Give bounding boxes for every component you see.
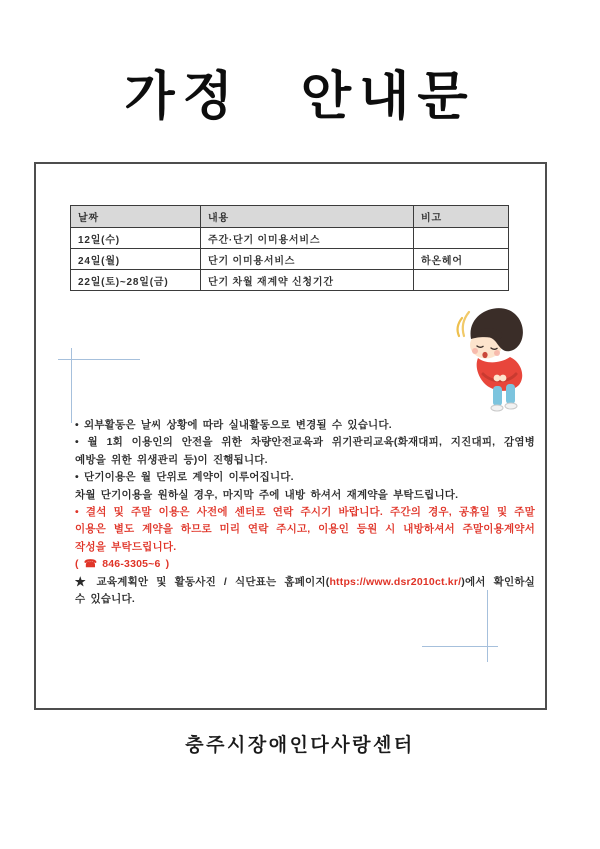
- boy-hand: [500, 375, 507, 382]
- notice-line: 예방을 위한 위생관리 등)이 진행됩니다.: [75, 453, 268, 466]
- boy-pants: [506, 384, 515, 404]
- boy-blush: [494, 350, 500, 356]
- table-row: [71, 228, 509, 249]
- boy-shoe: [491, 405, 503, 411]
- bowing-boy-illustration: [450, 298, 534, 416]
- page-title: 가정 안내문: [124, 68, 476, 126]
- table-row: [71, 270, 509, 291]
- notice-line: • 단기이용은 월 단위로 계약이 이루어집니다.: [75, 471, 294, 484]
- notice-line-highlight: 작성을 부탁드립니다.: [75, 540, 177, 553]
- notice-line: • 월 1회 이용인의 안전을 위한 차량안전교육과 위기관리교육(화재대피, 지진대피, 감염병: [75, 436, 535, 449]
- boy-shoe: [505, 403, 517, 409]
- boy-blush: [472, 348, 478, 354]
- cell-note: 하온헤어: [414, 249, 509, 270]
- cell-date: 24일(월): [71, 249, 201, 270]
- boy-body: [477, 357, 523, 391]
- boy-hand: [494, 375, 501, 382]
- footer-org-name: 충주시장애인다사랑센터: [185, 735, 415, 756]
- notice-line: • 외부활동은 날씨 상황에 따라 실내활동으로 변경될 수 있습니다.: [75, 419, 392, 431]
- notice-line-highlight: 이용은 별도 계약을 하므로 미리 연락 주시고, 이용인 등원 시 내방하셔서 주말이용계약서: [75, 523, 535, 536]
- boy-mouth: [482, 352, 487, 358]
- homepage-line-suffix: )에서 확인하실: [461, 575, 536, 588]
- homepage-line-prefix: ★ 교육계획안 및 활동사진 / 식단표는 홈페이지(: [75, 575, 330, 588]
- cell-note: [414, 228, 509, 249]
- header-content: 내용: [201, 206, 414, 228]
- guide-mark-left-vertical: [71, 348, 72, 423]
- notice-line: 차월 단기이용을 원하실 경우, 마지막 주에 내방 하셔서 재계약을 부탁드립니다.: [75, 488, 459, 501]
- cell-content: 단기 이미용서비스: [201, 249, 414, 270]
- notice-line-highlight: • 결석 및 주말 이용은 사전에 센터로 연락 주시기 바랍니다. 주간의 경우, 공휴일 및 주말: [75, 505, 535, 518]
- notice-text: [75, 417, 535, 608]
- cell-content: 주간·단기 이미용서비스: [201, 228, 414, 249]
- boy-pants: [493, 386, 502, 406]
- cell-date: 22일(토)~28일(금): [71, 270, 201, 291]
- notice-line: 수 있습니다.: [75, 592, 135, 605]
- cell-note: [414, 270, 509, 291]
- cell-content: 단기 차월 재계약 신청기간: [201, 270, 414, 291]
- boy-head: [470, 308, 523, 358]
- table-row: [71, 249, 509, 270]
- homepage-url: https://www.dsr2010ct.kr/: [329, 575, 462, 588]
- schedule-table: [70, 205, 509, 291]
- motion-lines: [458, 312, 469, 336]
- cell-date: 12일(수): [71, 228, 201, 249]
- phone-line: ( ☎ 846-3305~6 ): [75, 558, 170, 571]
- table-header-row: [71, 206, 509, 228]
- header-note: 비고: [414, 206, 509, 228]
- homepage-line: [75, 574, 535, 591]
- header-date: 날짜: [71, 206, 201, 228]
